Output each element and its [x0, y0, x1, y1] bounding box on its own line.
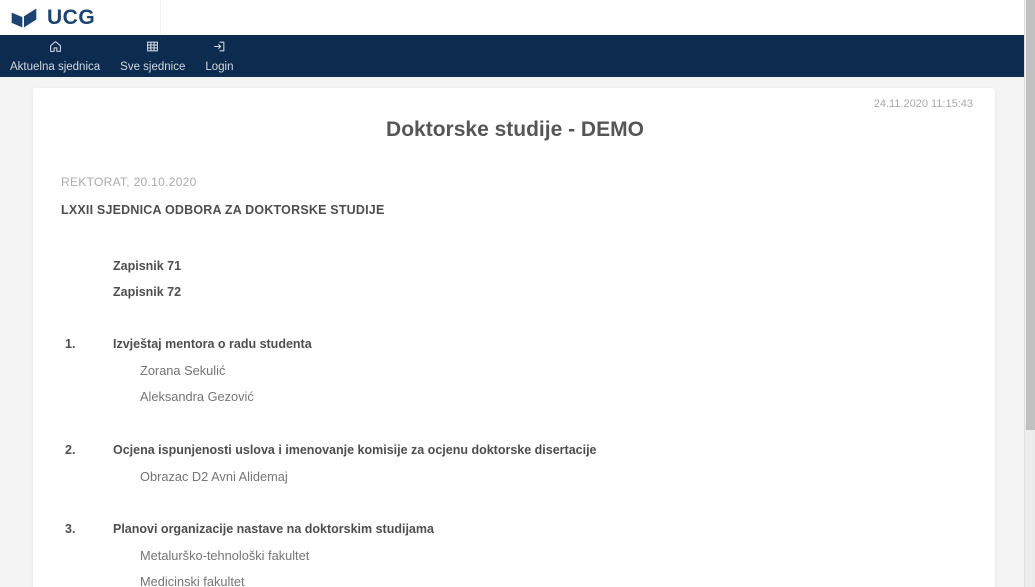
agenda-item-2: [57, 443, 973, 484]
agenda-heading: [65, 443, 973, 458]
logo-text: UCG: [47, 5, 96, 29]
nav-item-aktuelna-sjednica[interactable]: [0, 35, 110, 77]
nav-item-sve-sjednice[interactable]: [110, 35, 195, 77]
agenda-document-link[interactable]: Medicinski fakultet: [140, 574, 245, 587]
agenda-number: 1.: [65, 337, 76, 351]
agenda-title: Ocjena ispunjenosti uslova i imenovanje komisije za ocjenu doktorske disertacije: [113, 443, 597, 457]
agenda-title: Planovi organizacije nastave na doktorskim studijama: [113, 522, 434, 536]
top-bar: [0, 0, 1035, 35]
minutes-list: [113, 259, 973, 300]
agenda-heading: [65, 337, 973, 352]
current-datetime: 24.11.2020 11:15:43: [873, 98, 973, 110]
agenda-title: Izvještaj mentora o radu studenta: [113, 337, 312, 351]
minutes-link-72[interactable]: Zapisnik 72: [113, 285, 182, 299]
topbar-divider: [160, 0, 161, 35]
agenda-document-link[interactable]: Aleksandra Gezović: [140, 389, 254, 404]
ucg-logo[interactable]: [9, 6, 95, 30]
scrollbar-thumb[interactable]: [1026, 0, 1035, 430]
vertical-scrollbar[interactable]: [1024, 0, 1035, 587]
agenda-item-1: [57, 337, 973, 404]
home-icon: [49, 40, 62, 58]
page-title: Doktorske studije - DEMO: [386, 118, 644, 141]
nav-label: Login: [205, 60, 234, 73]
open-book-logo-icon: [9, 6, 39, 29]
nav-label: Sve sjednice: [120, 60, 186, 73]
agenda-heading: [65, 522, 973, 537]
nav-label: Aktuelna sjednica: [10, 60, 101, 73]
agenda-item-3: [57, 522, 973, 587]
main-nav: [0, 35, 1035, 77]
agenda-number: 3.: [65, 522, 76, 536]
session-title: LXXII SJEDNICA ODBORA ZA DOKTORSKE STUDIJE: [61, 203, 385, 217]
table-icon: [146, 40, 159, 58]
login-icon: [213, 40, 226, 58]
agenda-document-link[interactable]: Metalurško-tehnološki fakultet: [140, 548, 310, 563]
agenda-number: 2.: [65, 443, 76, 457]
nav-item-login[interactable]: [195, 35, 243, 77]
minutes-link-71[interactable]: Zapisnik 71: [113, 259, 182, 273]
content-card: [33, 88, 995, 587]
session-location-date: REKTORAT, 20.10.2020: [61, 175, 197, 189]
agenda-document-link[interactable]: Zorana Sekulić: [140, 363, 226, 378]
agenda-document-link[interactable]: Obrazac D2 Avni Alidemaj: [140, 469, 288, 484]
